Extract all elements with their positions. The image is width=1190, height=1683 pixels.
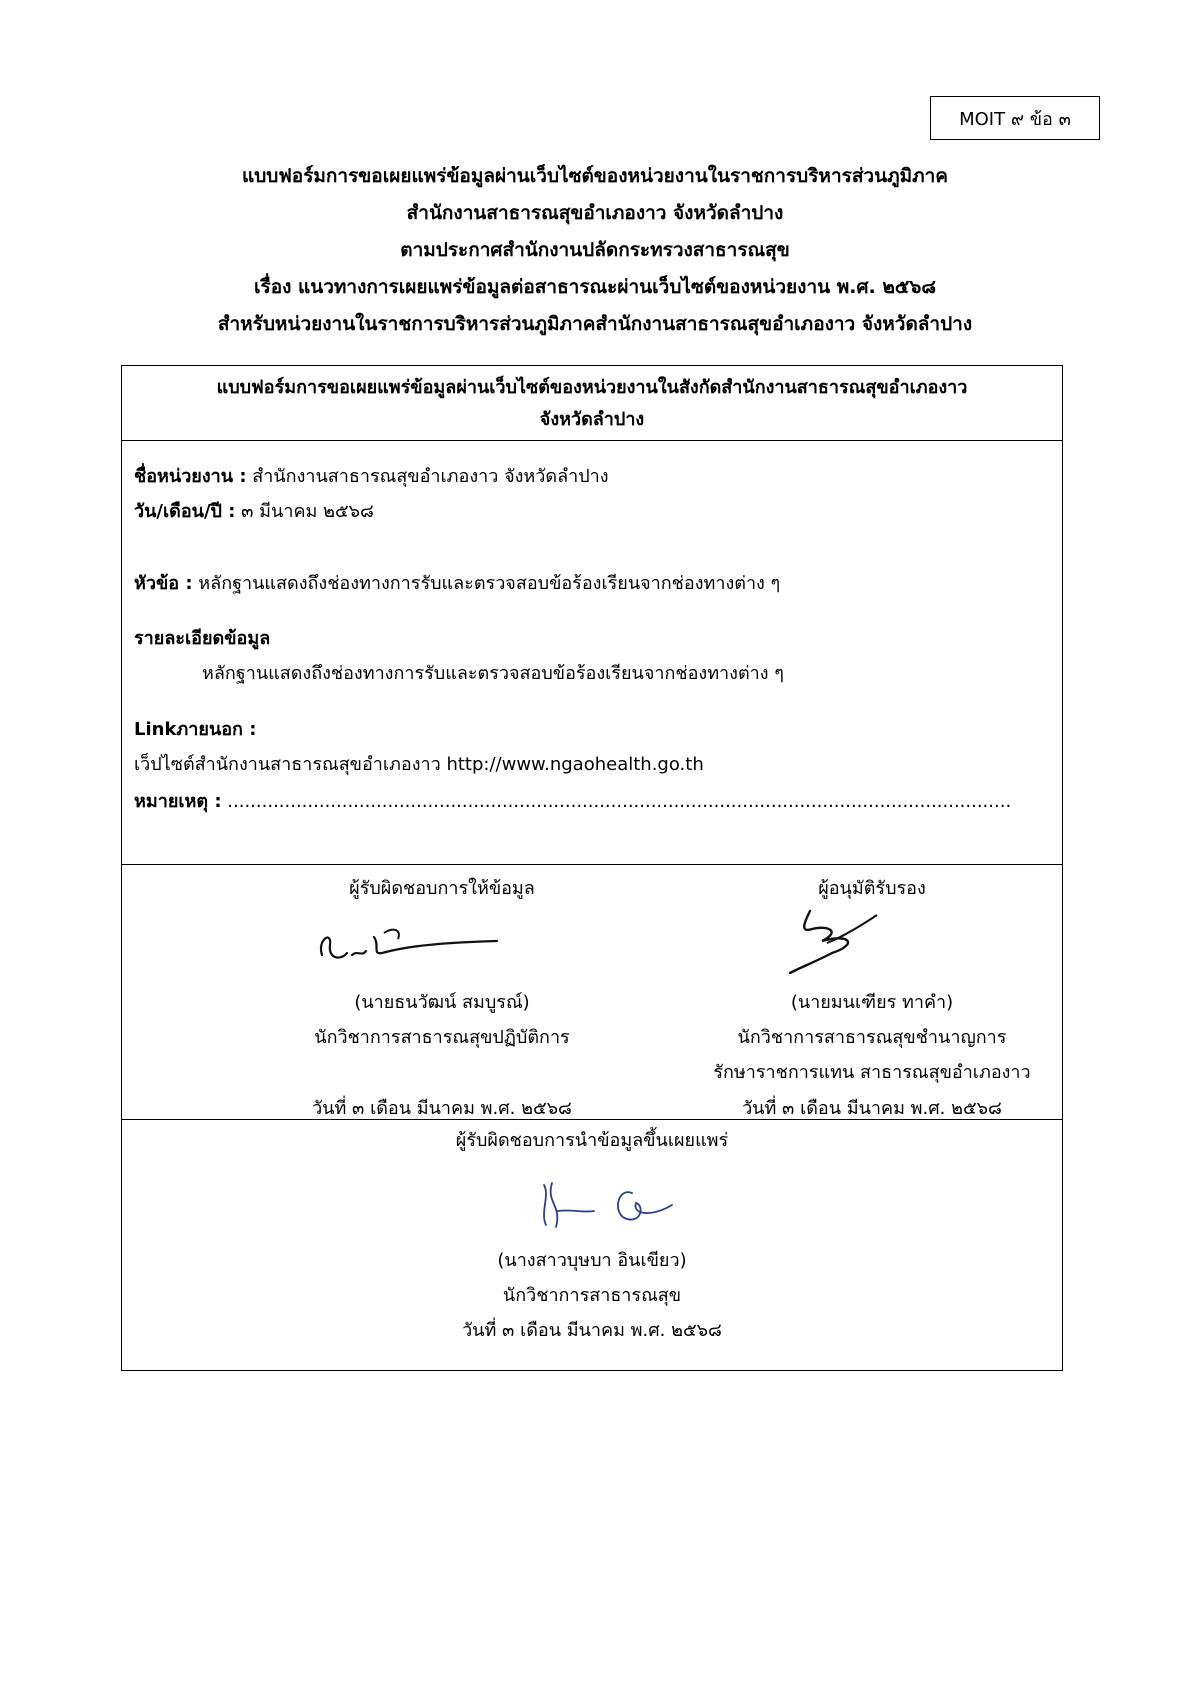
note-label: หมายเหตุ : xyxy=(134,791,222,812)
form-title-line-2: จังหวัดลำปาง xyxy=(539,409,645,430)
header-line-3: ตามประกาศสำนักงานปลัดกระทรวงสาธารณสุข xyxy=(400,239,790,261)
approver-position-acting: รักษาราชการแทน สาธารณสุขอำเภองาว xyxy=(713,1062,1031,1083)
approver-signature xyxy=(782,903,892,978)
date-value: ๓ มีนาคม ๒๕๖๘ xyxy=(241,501,374,522)
form-title-line-1: แบบฟอร์มการขอเผยแพร่ข้อมูลผ่านเว็บไซต์ของหน่วยงานในสังกัดสำนักงานสาธารณสุขอำเภองาว xyxy=(216,377,968,398)
responsible-name: (นายธนวัฒน์ สมบูรณ์) xyxy=(354,992,530,1013)
header-line-5: สำหรับหน่วยงานในราชการบริหารส่วนภูมิภาคสำนักงานสาธารณสุขอำเภองาว จังหวัดลำปาง xyxy=(217,313,973,335)
link-value: เว็ปไซต์สำนักงานสาธารณสุขอำเภองาว http://www.ngaohealth.go.th xyxy=(134,754,704,775)
publisher-role: ผู้รับผิดชอบการนำข้อมูลขึ้นเผยแพร่ xyxy=(455,1130,729,1151)
approver-name: (นายมนเฑียร ทาคำ) xyxy=(790,992,954,1013)
document-code-box xyxy=(930,96,1100,140)
link-label: Linkภายนอก : xyxy=(134,719,257,740)
date-label: วัน/เดือน/ปี : xyxy=(134,501,236,522)
note-value: ......................................................................................................................................... xyxy=(227,791,1012,812)
form-title xyxy=(122,366,1062,441)
header-line-4: เรื่อง แนวทางการเผยแพร่ข้อมูลต่อสาธารณะผ่านเว็บไซต์ของหน่วยงาน พ.ศ. ๒๕๖๘ xyxy=(254,276,936,298)
topic-label: หัวข้อ : xyxy=(134,573,193,594)
link-value-row xyxy=(134,749,1054,778)
responsible-date: วันที่ ๓ เดือน มีนาคม พ.ศ. ๒๕๖๘ xyxy=(312,1098,572,1119)
responsible-position: นักวิชาการสาธารณสุขปฏิบัติการ xyxy=(314,1027,570,1048)
link-row xyxy=(134,714,1054,743)
approval-signature-section xyxy=(122,864,1062,1120)
publisher-name: (นางสาวบุษบา อินเขียว) xyxy=(497,1250,687,1271)
header-line-1: แบบฟอร์มการขอเผยแพร่ข้อมูลผ่านเว็บไซต์ของหน่วยงานในราชการบริหารส่วนภูมิภาค xyxy=(241,165,949,187)
date-row xyxy=(134,496,1054,525)
topic-row xyxy=(134,568,1054,597)
details-value: หลักฐานแสดงถึงช่องทางการรับและตรวจสอบข้อร้องเรียนจากช่องทางต่าง ๆ xyxy=(202,663,784,684)
publisher-signature-section xyxy=(122,1120,1062,1370)
agency-label: ชื่อหน่วยงาน : xyxy=(134,466,247,487)
publisher-date: วันที่ ๓ เดือน มีนาคม พ.ศ. ๒๕๖๘ xyxy=(462,1320,722,1341)
approver-position: นักวิชาการสาธารณสุขชำนาญการ xyxy=(737,1027,1007,1048)
responsible-role: ผู้รับผิดชอบการให้ข้อมูล xyxy=(349,878,535,899)
agency-row xyxy=(134,461,1054,490)
publisher-signature xyxy=(532,1175,682,1235)
topic-value: หลักฐานแสดงถึงช่องทางการรับและตรวจสอบข้อร้องเรียนจากช่องทางต่าง ๆ xyxy=(198,573,781,594)
document-code: MOIT ๙ ข้อ ๓ xyxy=(959,108,1071,130)
details-row xyxy=(134,623,1054,652)
note-row xyxy=(134,786,1054,815)
form-box xyxy=(121,365,1063,1371)
document-header xyxy=(120,158,1070,343)
header-line-2: สำนักงานสาธารณสุขอำเภองาว จังหวัดลำปาง xyxy=(406,202,784,224)
details-label: รายละเอียดข้อมูล xyxy=(134,628,271,649)
responsible-signature xyxy=(302,915,512,975)
publisher-position: นักวิชาการสาธารณสุข xyxy=(502,1285,682,1306)
details-value-row xyxy=(202,658,1122,687)
approver-date: วันที่ ๓ เดือน มีนาคม พ.ศ. ๒๕๖๘ xyxy=(742,1098,1002,1119)
agency-value: สำนักงานสาธารณสุขอำเภองาว จังหวัดลำปาง xyxy=(252,466,609,487)
approver-role: ผู้อนุมัติรับรอง xyxy=(818,878,926,899)
